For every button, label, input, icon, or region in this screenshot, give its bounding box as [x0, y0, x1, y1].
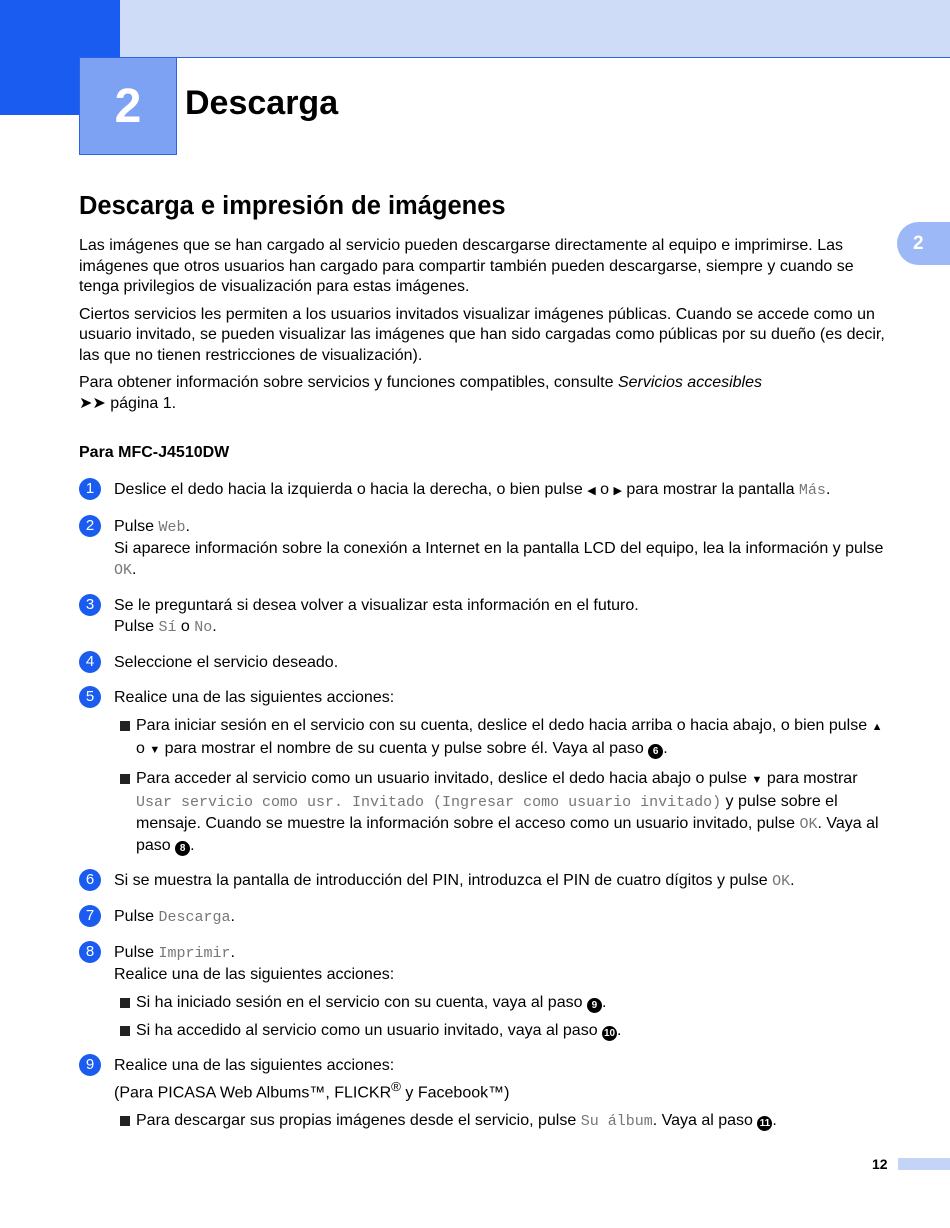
lcd-label: No: [194, 619, 213, 636]
square-bullet-icon: [120, 721, 130, 731]
step-reference: 6: [648, 744, 663, 759]
lcd-label: Web: [158, 519, 186, 536]
bullet-item: Para descargar sus propias imágenes desde el servicio, pulse Su álbum. Vaya al paso 11 .: [114, 1110, 891, 1132]
footer-bar: [898, 1158, 950, 1170]
cross-reference-link[interactable]: Servicios accesibles: [617, 374, 762, 391]
square-bullet-icon: [120, 774, 130, 784]
step-9: 9 Realice una de las siguientes acciones: (Para PICASA Web Albums™, FLICKR® y Facebook™) Para descargar sus propias imágenes desde el servicio, pulse Su álbum. Vaya al paso 11 .: [79, 1055, 891, 1132]
lcd-label: OK: [772, 873, 791, 890]
step-number: 9: [79, 1054, 101, 1076]
step-number: 4: [79, 651, 101, 673]
lcd-label: Imprimir: [158, 945, 231, 962]
section-title: Descarga e impresión de imágenes: [79, 192, 506, 220]
step-number: 2: [79, 515, 101, 537]
step-reference: 10: [603, 1028, 616, 1039]
page-content: [79, 192, 891, 1146]
paragraph-2: Ciertos servicios les permiten a los usuarios invitados visualizar imágenes públicas. Cuando se accede como un usuario invitado, se pueden visualizar las imágenes que han sido cargadas como públicas por su dueño (es decir, las que no tienen restricciones de visualización).: [79, 305, 885, 364]
left-arrow-icon: ◀: [587, 485, 596, 497]
step-5: 5 Realice una de las siguientes acciones: Para iniciar sesión en el servicio con su cuenta, deslice el dedo hacia arriba o hacia abajo, o bien pulse ▲ o ▼ para mostrar el nombre de su cuenta y pulse sobre él. Vaya al paso 6 . Para acceder al servicio como un usuario invitado, deslice el dedo hacia abajo o pulse ▼ para mostrar Usar servicio como usr. Invitado (Ingresar como usuario invitado) y pulse sobre el mensaje. Cuando se muestre la información sobre el acceso como un usuario invitado, pulse OK. Vaya al paso 8 .: [79, 687, 891, 856]
chapter-number: 2: [114, 79, 142, 133]
bullet-item: Si ha accedido al servicio como un usuario invitado, vaya al paso 10 .: [114, 1020, 891, 1041]
step-6: 6 Si se muestra la pantalla de introducción del PIN, introduzca el PIN de cuatro dígitos y pulse OK.: [79, 870, 891, 892]
step-reference: 8: [175, 841, 190, 856]
chapter-side-tab: 2: [897, 222, 950, 265]
step-2: 2 Pulse Web. Si aparece información sobre la conexión a Internet en la pantalla LCD del equipo, lea la información y pulse OK.: [79, 516, 891, 581]
lcd-label: OK: [799, 816, 818, 833]
chapter-title: Descarga: [185, 84, 339, 122]
header-band: [0, 0, 950, 58]
step-1: 1 Deslice el dedo hacia la izquierda o hacia la derecha, o bien pulse ◀ o ▶ para mostrar la pantalla Más.: [79, 479, 891, 502]
step-4: 4 Seleccione el servicio deseado.: [79, 652, 891, 673]
right-arrow-icon: ▶: [613, 485, 622, 497]
step-number: 7: [79, 905, 101, 927]
step-reference: 11: [757, 1116, 772, 1131]
bullet-item: Para acceder al servicio como un usuario invitado, deslice el dedo hacia abajo o pulse ▼ para mostrar Usar servicio como usr. Invitado (Ingresar como usuario invitado) y pulse sobre el mensaje. Cuando se muestre la información sobre el acceso como un usuario invitado, pulse OK. Vaya al paso 8 .: [114, 768, 891, 856]
square-bullet-icon: [120, 998, 130, 1008]
double-arrow-icon: ➤➤: [79, 394, 106, 412]
bullet-item: Si ha iniciado sesión en el servicio con su cuenta, vaya al paso 9 .: [114, 992, 891, 1013]
step-number: 8: [79, 941, 101, 963]
step-reference: 9: [587, 998, 602, 1013]
down-arrow-icon: ▼: [751, 774, 763, 786]
step-8: 8 Pulse Imprimir. Realice una de las siguientes acciones: Si ha iniciado sesión en el servicio con su cuenta, vaya al paso 9 . Si ha accedido al servicio como un usuario invitado, vaya al paso 10 .: [79, 942, 891, 1041]
up-arrow-icon: ▲: [871, 721, 883, 733]
chapter-number-box: [79, 57, 177, 155]
page-number: 12: [872, 1156, 888, 1172]
lcd-label: Su álbum: [580, 1113, 653, 1131]
square-bullet-icon: [120, 1116, 130, 1126]
step-3: 3 Se le preguntará si desea volver a visualizar esta información en el futuro. Pulse Sí o No.: [79, 595, 891, 638]
step-number: 1: [79, 478, 101, 500]
paragraph-1: Las imágenes que se han cargado al servicio pueden descargarse directamente al equipo e imprimirse. Las imágenes que otros usuarios han cargado para compartir también pueden descargarse, siempre y cuando se tenga privilegios de visualización para estas imágenes.: [79, 237, 854, 295]
lcd-label: OK: [114, 562, 133, 579]
step-number: 5: [79, 686, 101, 708]
step-number: 3: [79, 594, 101, 616]
model-heading: Para MFC-J4510DW: [79, 444, 230, 461]
paragraph-3: Para obtener información sobre servicios y funciones compatibles, consulte Servicios accesibles ➤➤ página 1.: [79, 374, 762, 412]
down-arrow-icon: ▼: [149, 744, 161, 756]
lcd-label: Más: [798, 482, 826, 499]
step-7: 7 Pulse Descarga.: [79, 906, 891, 928]
lcd-label: Sí: [158, 619, 177, 636]
square-bullet-icon: [120, 1026, 130, 1036]
lcd-label: Usar servicio como usr. Invitado (Ingresar como usuario invitado): [136, 794, 722, 811]
bullet-item: Para iniciar sesión en el servicio con su cuenta, deslice el dedo hacia arriba o hacia abajo, o bien pulse ▲ o ▼ para mostrar el nombre de su cuenta y pulse sobre él. Vaya al paso 6 .: [114, 715, 891, 761]
step-number: 6: [79, 869, 101, 891]
lcd-label: Descarga: [158, 909, 231, 926]
